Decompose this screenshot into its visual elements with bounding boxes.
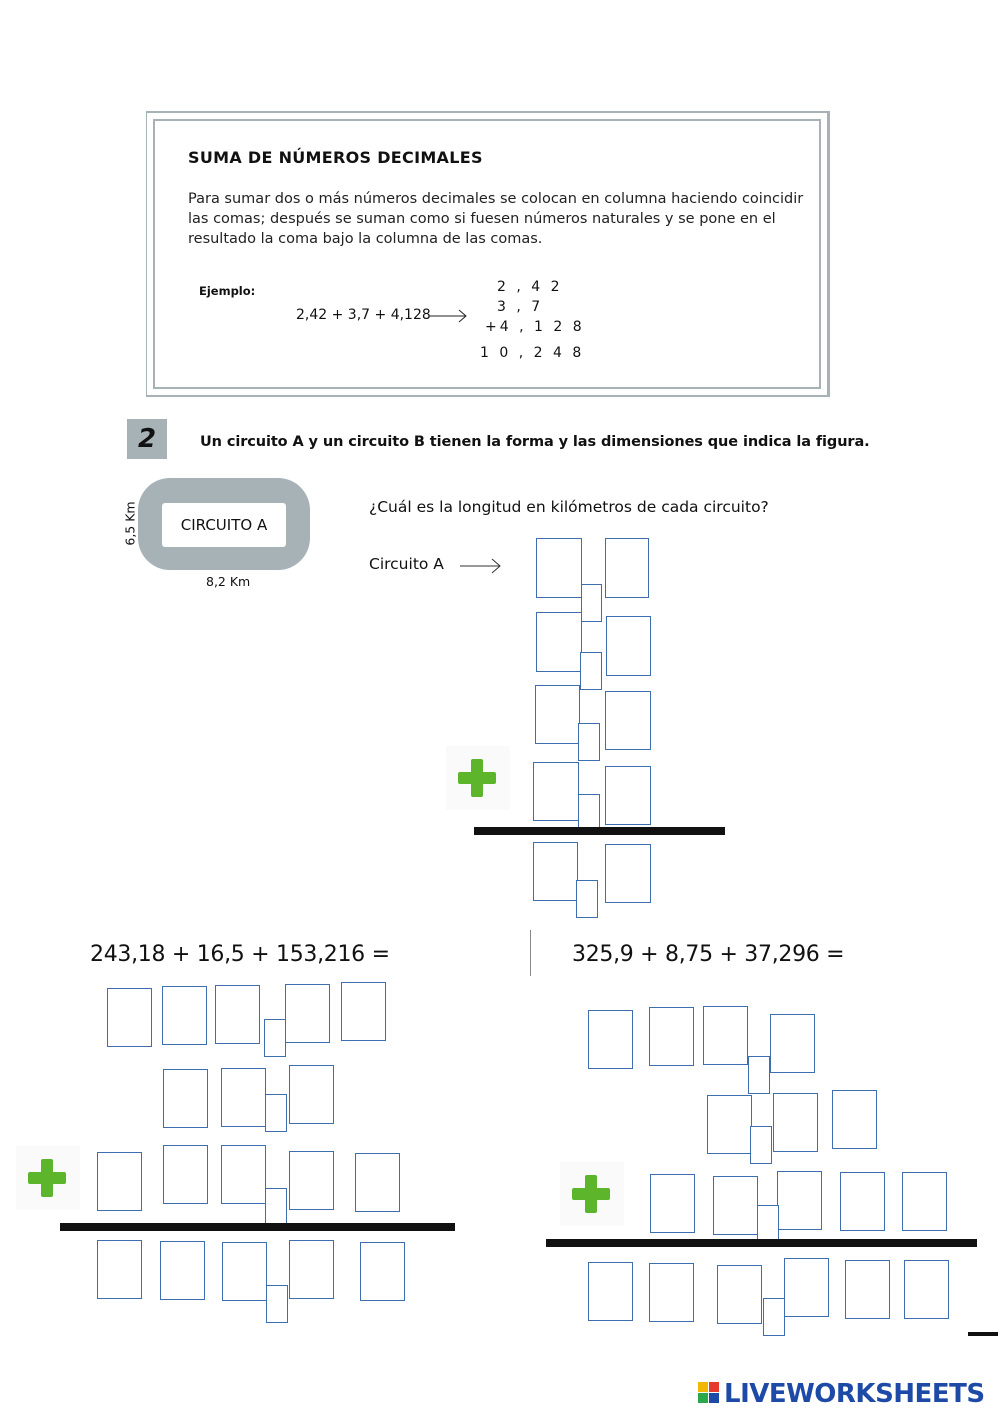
comma-box[interactable] [750,1126,772,1164]
answer-box[interactable] [588,1010,633,1069]
comma-box[interactable] [576,880,598,918]
sum-line [474,827,725,835]
plus-icon [446,746,510,810]
comma-box[interactable] [266,1285,288,1323]
answer-box[interactable] [605,538,649,598]
answer-box[interactable] [703,1006,748,1065]
answer-box[interactable] [904,1260,949,1319]
answer-box[interactable] [784,1258,829,1317]
example-row: +4 , 1 2 8 [485,319,585,335]
comma-box[interactable] [265,1094,287,1132]
arrow-right-icon [430,306,470,326]
info-text-line: las comas; después se suman como si fuesen números naturales y se pone en el [188,211,776,227]
answer-box[interactable] [773,1093,818,1152]
answer-box[interactable] [163,1069,208,1128]
comma-box[interactable] [580,652,602,690]
answer-box[interactable] [650,1174,695,1233]
answer-box[interactable] [535,685,580,744]
answer-box[interactable] [536,612,582,672]
answer-box[interactable] [163,1145,208,1204]
answer-box[interactable] [289,1065,334,1124]
circuit-height-label: 6,5 Km [122,501,138,546]
answer-box[interactable] [707,1095,752,1154]
answer-box[interactable] [902,1172,947,1231]
dash-mark [968,1332,998,1336]
info-text [188,189,808,249]
answer-box[interactable] [289,1240,334,1299]
answer-box[interactable] [360,1242,405,1301]
comma-box[interactable] [748,1056,770,1094]
info-text-line: resultado la coma bajo la columna de las comas. [188,231,543,247]
answer-box[interactable] [341,982,386,1041]
example-result: 1 0 , 2 4 8 [480,345,585,361]
answer-box[interactable] [289,1151,334,1210]
exercise-left-expression: 243,18 + 16,5 + 153,216 = [90,942,390,967]
answer-box[interactable] [606,616,651,676]
answer-box[interactable] [162,986,207,1045]
answer-box[interactable] [97,1152,142,1211]
comma-box[interactable] [578,723,600,761]
question-number: 2 [127,419,167,459]
answer-box[interactable] [533,842,578,901]
answer-box[interactable] [845,1260,890,1319]
answer-box[interactable] [840,1172,885,1231]
answer-box[interactable] [832,1090,877,1149]
example-label: Ejemplo: [199,284,256,298]
info-text-line: Para sumar dos o más números decimales se colocan en columna haciendo coincidir [188,191,804,207]
answer-box[interactable] [97,1240,142,1299]
answer-box[interactable] [605,691,651,750]
answer-box[interactable] [215,985,260,1044]
question-text: Un circuito A y un circuito B tienen la forma y las dimensiones que indica la figura. [200,434,870,450]
answer-box[interactable] [777,1171,822,1230]
liveworksheets-logo-icon [698,1382,720,1404]
circuit-label: CIRCUITO A [162,503,286,547]
answer-box[interactable] [221,1068,266,1127]
answer-box[interactable] [107,988,152,1047]
answer-box[interactable] [222,1242,267,1301]
answer-label: Circuito A [369,555,444,573]
arrow-right-icon [460,556,504,576]
example-row: 2 , 4 2 [497,279,563,295]
info-title: SUMA DE NÚMEROS DECIMALES [188,148,483,167]
answer-box[interactable] [605,766,651,825]
answer-box[interactable] [533,762,579,821]
answer-box[interactable] [221,1145,266,1204]
footer-brand[interactable]: LIVEWORKSHEETS [724,1379,985,1409]
example-expression: 2,42 + 3,7 + 4,128 [296,307,431,323]
answer-box[interactable] [649,1263,694,1322]
answer-box[interactable] [355,1153,400,1212]
plus-icon [16,1146,80,1210]
answer-box[interactable] [717,1265,762,1324]
answer-box[interactable] [605,844,651,903]
divider [530,930,531,976]
answer-box[interactable] [285,984,330,1043]
plus-icon [560,1162,624,1226]
comma-box[interactable] [757,1205,779,1243]
answer-box[interactable] [713,1176,758,1235]
sum-line [60,1223,455,1231]
comma-box[interactable] [581,584,602,622]
comma-box[interactable] [763,1298,785,1336]
answer-box[interactable] [649,1007,694,1066]
answer-box[interactable] [160,1241,205,1300]
exercise-right-expression: 325,9 + 8,75 + 37,296 = [572,942,845,967]
answer-box[interactable] [536,538,582,598]
comma-box[interactable] [264,1019,286,1057]
answer-box[interactable] [588,1262,633,1321]
answer-box[interactable] [770,1014,815,1073]
example-row: 3 , 7 [497,299,544,315]
sum-line [546,1239,977,1247]
comma-box[interactable] [265,1188,287,1226]
question-prompt: ¿Cuál es la longitud en kilómetros de cada circuito? [369,498,769,516]
circuit-width-label: 8,2 Km [206,574,251,589]
